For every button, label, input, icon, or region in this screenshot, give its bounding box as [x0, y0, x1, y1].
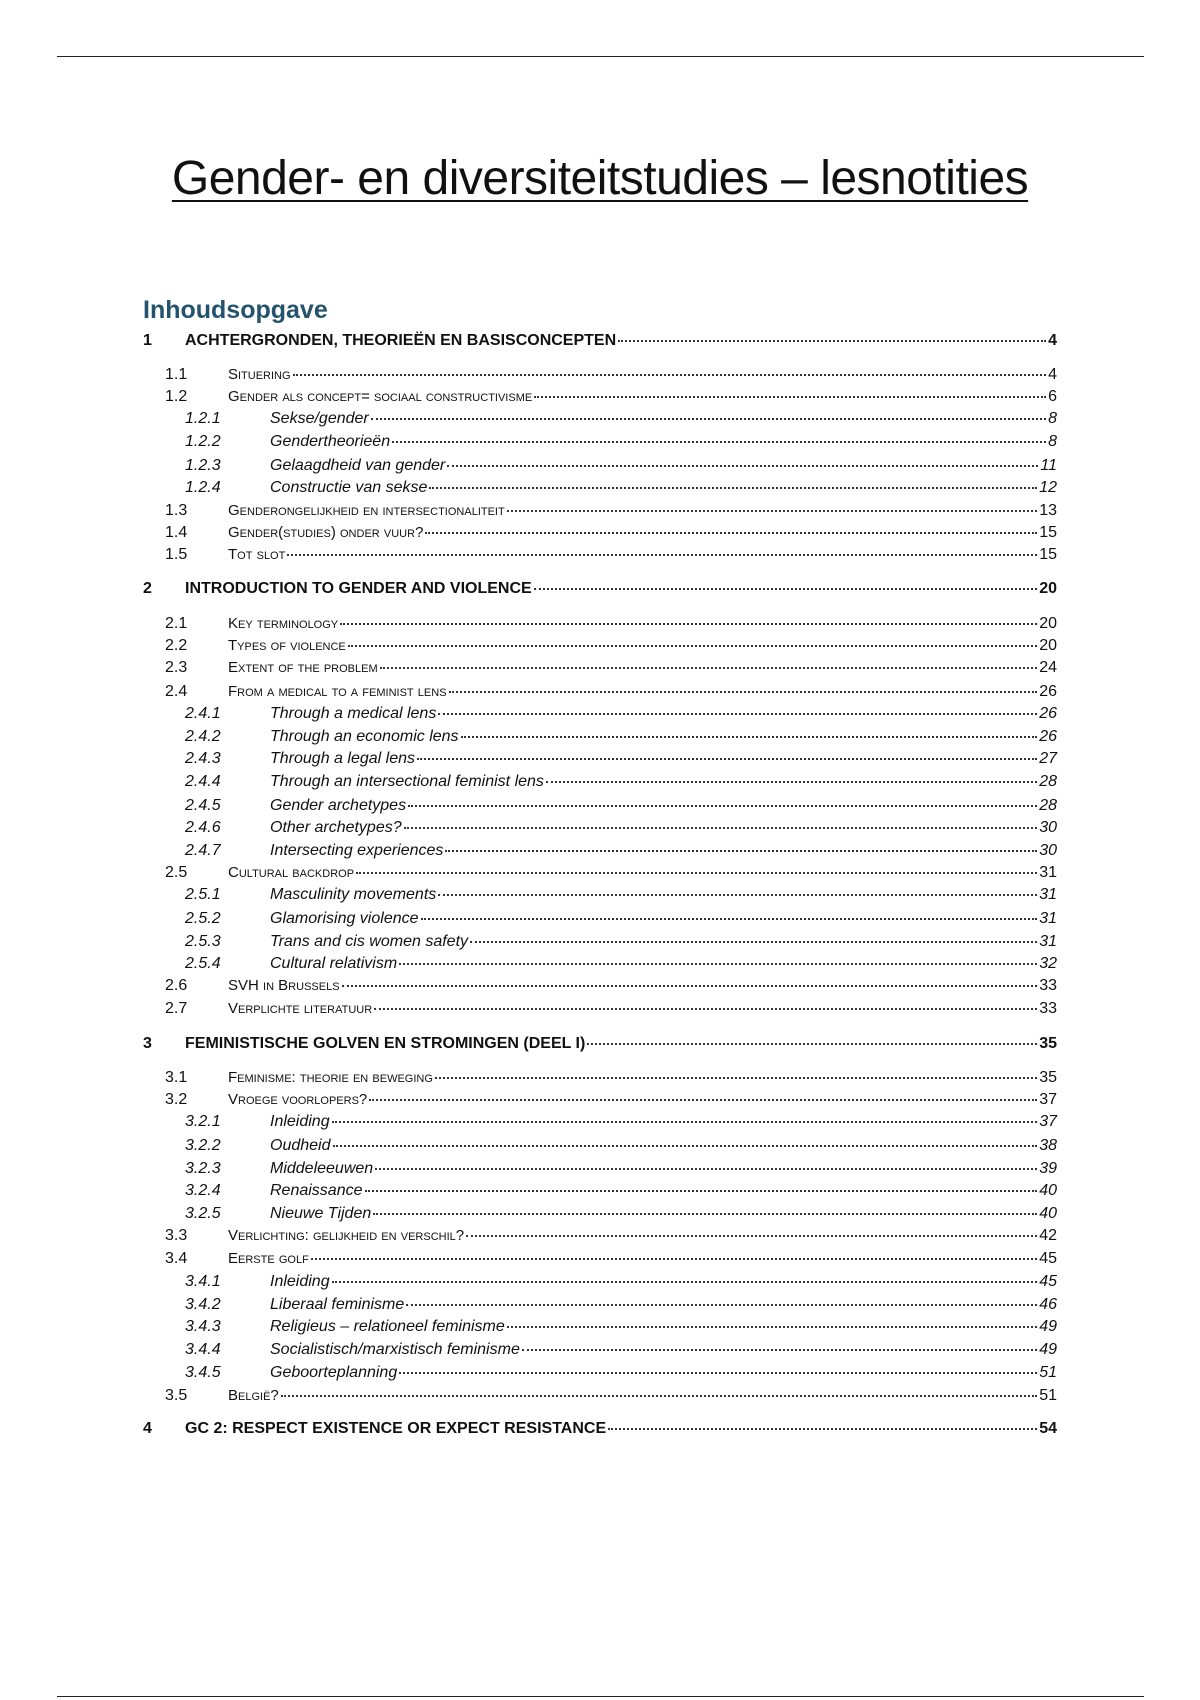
- toc-entry-page: 33: [1039, 977, 1057, 994]
- toc-entry-title: Gender(studies) onder vuur?: [228, 524, 424, 541]
- toc-dot-leader: [342, 969, 1038, 987]
- toc-entry-number: 2.4.4: [185, 773, 221, 790]
- toc-dot-leader: [449, 675, 1038, 693]
- toc-dot-leader: [470, 925, 1037, 943]
- toc-entry[interactable]: [143, 972, 1057, 994]
- toc-entry-number: 2.5.3: [185, 933, 221, 950]
- toc-entry-title: Trans and cis women safety: [270, 933, 469, 950]
- toc-entry-page: 40: [1039, 1205, 1057, 1222]
- toc-entry-page: 31: [1039, 886, 1057, 903]
- toc-entry-number: 2.5: [165, 864, 188, 881]
- toc-entry-number: 3.5: [165, 1387, 188, 1404]
- toc-entry-number: 3.4.2: [185, 1296, 221, 1313]
- toc-entry-number: 2.1: [165, 615, 188, 632]
- toc-dot-leader: [365, 1174, 1038, 1192]
- toc-entry-page: 20: [1039, 637, 1057, 654]
- toc-entry-page: 38: [1039, 1137, 1057, 1154]
- toc-entry-page: 42: [1039, 1227, 1057, 1244]
- toc-entry-title: Religieus – relationeel feminisme: [270, 1318, 505, 1335]
- toc-entry-number: 3.4: [165, 1250, 188, 1267]
- toc-entry-title: Geboorteplanning: [270, 1364, 398, 1381]
- toc-entry[interactable]: [143, 405, 1057, 427]
- toc-entry-title: Key terminology: [228, 615, 339, 632]
- toc-entry-number: 1.5: [165, 546, 188, 563]
- toc-dot-leader: [618, 324, 1046, 342]
- toc-entry-title: Gender archetypes: [270, 797, 407, 814]
- footer-rule: [57, 1696, 1144, 1697]
- toc-entry-title: Socialistisch/marxistisch feminisme: [270, 1341, 520, 1358]
- toc-heading: Inhoudsopgave: [143, 296, 328, 324]
- toc-entry-title: Verlichting: gelijkheid en verschil?: [228, 1227, 465, 1244]
- toc-entry[interactable]: [143, 745, 1057, 767]
- toc-dot-leader: [392, 425, 1046, 443]
- toc-dot-leader: [380, 651, 1038, 669]
- toc-entry-number: 1.2.3: [185, 457, 221, 474]
- toc-entry[interactable]: [143, 995, 1057, 1017]
- toc-entry-page: 20: [1039, 615, 1057, 632]
- toc-dot-leader: [399, 1356, 1037, 1374]
- toc-dot-leader: [311, 1242, 1037, 1260]
- toc-entry[interactable]: [143, 1108, 1057, 1130]
- toc-entry-number: 3.2.3: [185, 1160, 221, 1177]
- toc-dot-leader: [522, 1333, 1037, 1351]
- toc-entry-title: Nieuwe Tijden: [270, 1205, 372, 1222]
- toc-entry-page: 37: [1039, 1091, 1057, 1108]
- toc-entry-title: Gender als concept= sociaal constructivisme: [228, 388, 533, 405]
- toc-entry-page: 31: [1039, 864, 1057, 881]
- toc-dot-leader: [371, 402, 1046, 420]
- toc-entry-title: Renaissance: [270, 1182, 363, 1199]
- toc-entry-title: België?: [228, 1387, 279, 1404]
- toc-dot-leader: [461, 720, 1038, 738]
- toc-dot-leader: [332, 1105, 1038, 1123]
- toc-dot-leader: [375, 1152, 1037, 1170]
- toc-entry-page: 35: [1039, 1069, 1057, 1086]
- toc-entry-number: 2.2: [165, 637, 188, 654]
- toc-entry-title: Liberaal feminisme: [270, 1296, 405, 1313]
- toc-dot-leader: [287, 538, 1037, 556]
- toc-entry-page: 15: [1039, 524, 1057, 541]
- toc-entry-number: 2.4.1: [185, 705, 221, 722]
- toc-entry-page: 33: [1039, 1000, 1057, 1017]
- toc-entry-number: 1.2.4: [185, 479, 221, 496]
- toc-entry[interactable]: [143, 1245, 1057, 1267]
- toc-entry-title: Inleiding: [270, 1113, 330, 1130]
- toc-dot-leader: [406, 1288, 1037, 1306]
- toc-entry[interactable]: [143, 700, 1057, 722]
- toc-entry-number: 3.2.4: [185, 1182, 221, 1199]
- toc-entry-number: 1: [143, 332, 152, 349]
- toc-entry-page: 45: [1039, 1250, 1057, 1267]
- toc-entry-number: 3.2.1: [185, 1113, 221, 1130]
- toc-entry-title: Through an intersectional feminist lens: [270, 773, 544, 790]
- toc-entry-page: 8: [1048, 433, 1057, 450]
- toc-entry-page: 26: [1039, 728, 1057, 745]
- toc-entry-title: INTRODUCTION TO GENDER AND VIOLENCE: [185, 580, 532, 597]
- toc-entry-number: 3.2.2: [185, 1137, 221, 1154]
- toc-entry[interactable]: [143, 1177, 1057, 1199]
- toc-entry-page: 37: [1039, 1113, 1057, 1130]
- toc-entry-title: Inleiding: [270, 1273, 330, 1290]
- toc-dot-leader: [445, 834, 1037, 852]
- toc-entry-page: 15: [1039, 546, 1057, 563]
- toc-entry-title: Through an economic lens: [270, 728, 459, 745]
- toc-dot-leader: [447, 449, 1038, 467]
- toc-entry-number: 1.2.1: [185, 410, 221, 427]
- toc-entry-page: 20: [1039, 580, 1057, 597]
- toc-entry-page: 11: [1040, 457, 1057, 474]
- toc-entry-number: 4: [143, 1420, 152, 1437]
- toc-entry-page: 28: [1039, 797, 1057, 814]
- toc-entry-title: Other archetypes?: [270, 819, 402, 836]
- toc-dot-leader: [340, 607, 1037, 625]
- toc-dot-leader: [534, 380, 1046, 398]
- toc-entry-page: 39: [1039, 1160, 1057, 1177]
- toc-entry-page: 31: [1039, 933, 1057, 950]
- toc-entry-title: Tot slot: [228, 546, 286, 563]
- toc-entry-number: 2.5.1: [185, 886, 221, 903]
- toc-dot-leader: [332, 1265, 1038, 1283]
- toc-entry-number: 3.2.5: [185, 1205, 221, 1222]
- toc-entry-title: Intersecting experiences: [270, 842, 444, 859]
- toc-entry-page: 12: [1039, 479, 1057, 496]
- toc-entry-page: 49: [1039, 1318, 1057, 1335]
- toc-entry-title: Gelaagdheid van gender: [270, 457, 446, 474]
- toc-entry-page: 32: [1039, 955, 1057, 972]
- toc-entry[interactable]: [143, 1359, 1057, 1381]
- toc-entry-number: 1.4: [165, 524, 188, 541]
- toc-entry-number: 3.3: [165, 1227, 188, 1244]
- toc-entry[interactable]: [143, 327, 1057, 349]
- toc-entry-page: 40: [1039, 1182, 1057, 1199]
- toc-dot-leader: [373, 1197, 1037, 1215]
- toc-entry-page: 24: [1039, 659, 1057, 676]
- toc-dot-leader: [399, 947, 1037, 965]
- toc-entry-number: 1.2: [165, 388, 188, 405]
- toc-entry[interactable]: [143, 575, 1057, 597]
- toc-entry-number: 2.4.7: [185, 842, 221, 859]
- toc-entry-title: Situering: [228, 366, 291, 383]
- toc-dot-leader: [369, 1083, 1037, 1101]
- toc-entry[interactable]: [143, 1382, 1057, 1404]
- toc-entry-page: 49: [1039, 1341, 1057, 1358]
- toc-entry-title: GC 2: RESPECT EXISTENCE OR EXPECT RESISTANCE: [185, 1420, 607, 1437]
- document-title-text: Gender- en diversiteitstudies – lesnotities: [171, 152, 1029, 205]
- toc-entry-number: 1.3: [165, 502, 188, 519]
- toc-dot-leader: [438, 878, 1037, 896]
- toc-entry-page: 4: [1048, 366, 1057, 383]
- toc-entry-page: 6: [1048, 388, 1057, 405]
- toc-dot-leader: [421, 902, 1038, 920]
- toc-entry-number: 2.5.2: [185, 910, 221, 927]
- toc-dot-leader: [608, 1412, 1037, 1430]
- toc-entry-number: 2.4.3: [185, 750, 221, 767]
- toc-entry-number: 3.1: [165, 1069, 188, 1086]
- toc-entry-number: 2.6: [165, 977, 188, 994]
- toc-dot-leader: [333, 1129, 1038, 1147]
- toc-entry-number: 2.7: [165, 1000, 188, 1017]
- toc-entry-title: From a medical to a feminist lens: [228, 683, 447, 700]
- toc-dot-leader: [293, 358, 1047, 376]
- toc-entry-number: 2.4: [165, 683, 188, 700]
- toc-entry-title: Constructie van sekse: [270, 479, 428, 496]
- toc-dot-leader: [281, 1379, 1037, 1397]
- toc-dot-leader: [374, 992, 1037, 1010]
- toc-entry-number: 3.4.4: [185, 1341, 221, 1358]
- toc-entry[interactable]: [143, 1313, 1057, 1335]
- toc-entry[interactable]: [143, 1030, 1057, 1052]
- toc-entry-page: 45: [1039, 1273, 1057, 1290]
- toc-entry-number: 2.5.4: [185, 955, 221, 972]
- toc-dot-leader: [425, 516, 1037, 534]
- toc-entry-page: 26: [1039, 705, 1057, 722]
- toc-entry-title: Cultural backdrop: [228, 864, 355, 881]
- toc-dot-leader: [507, 494, 1037, 512]
- toc-dot-leader: [356, 856, 1037, 874]
- toc-entry-title: ACHTERGRONDEN, THEORIEËN EN BASISCONCEPTEN: [185, 332, 617, 349]
- toc-entry[interactable]: [143, 1415, 1057, 1437]
- toc-dot-leader: [507, 1310, 1037, 1328]
- toc-entry-number: 2: [143, 580, 152, 597]
- toc-entry-page: 30: [1039, 842, 1057, 859]
- toc-entry-number: 2.4.2: [185, 728, 221, 745]
- toc-entry-page: 30: [1039, 819, 1057, 836]
- toc-entry[interactable]: [143, 768, 1057, 790]
- toc-entry-title: Types of violence: [228, 637, 346, 654]
- toc-entry-page: 31: [1039, 910, 1057, 927]
- toc-entry-title: FEMINISTISCHE GOLVEN EN STROMINGEN (DEEL I): [185, 1035, 586, 1052]
- toc-entry-number: 3: [143, 1035, 152, 1052]
- toc-entry-page: 27: [1039, 750, 1057, 767]
- toc-dot-leader: [546, 765, 1037, 783]
- toc-entry-title: Masculinity movements: [270, 886, 437, 903]
- toc-dot-leader: [429, 471, 1037, 489]
- toc-dot-leader: [435, 1061, 1037, 1079]
- toc-entry[interactable]: [143, 654, 1057, 676]
- toc-dot-leader: [417, 742, 1037, 760]
- toc-entry[interactable]: [143, 881, 1057, 903]
- toc-entry[interactable]: [143, 1336, 1057, 1358]
- toc-dot-leader: [408, 789, 1037, 807]
- toc-entry[interactable]: [143, 905, 1057, 927]
- toc-entry-number: 2.4.5: [185, 797, 221, 814]
- toc-entry-page: 28: [1039, 773, 1057, 790]
- toc-entry-number: 2.4.6: [185, 819, 221, 836]
- toc-entry-title: Middeleeuwen: [270, 1160, 374, 1177]
- toc-entry-page: 35: [1039, 1035, 1057, 1052]
- toc-entry-title: Gendertheorieën: [270, 433, 391, 450]
- toc-dot-leader: [534, 572, 1038, 590]
- toc-entry-number: 1.2.2: [185, 433, 221, 450]
- toc-entry[interactable]: [143, 541, 1057, 563]
- toc-entry-title: Through a medical lens: [270, 705, 437, 722]
- toc-entry-number: 3.2: [165, 1091, 188, 1108]
- toc-entry-title: Cultural relativism: [270, 955, 398, 972]
- toc-entry-page: 51: [1039, 1364, 1057, 1381]
- toc-dot-leader: [404, 811, 1038, 829]
- toc-entry-page: 13: [1039, 502, 1057, 519]
- toc-dot-leader: [438, 697, 1037, 715]
- toc-entry-title: Through a legal lens: [270, 750, 415, 767]
- toc-entry-number: 3.4.3: [185, 1318, 221, 1335]
- toc-entry-title: Verplichte literatuur: [228, 1000, 373, 1017]
- toc-entry-number: 3.4.1: [185, 1273, 221, 1290]
- toc-dot-leader: [587, 1027, 1037, 1045]
- toc-entry-page: 26: [1039, 683, 1057, 700]
- toc-dot-leader: [348, 629, 1037, 647]
- toc-entry[interactable]: [143, 474, 1057, 496]
- toc-entry-title: Oudheid: [270, 1137, 331, 1154]
- toc-entry-title: Extent of the problem: [228, 659, 378, 676]
- toc-entry-page: 46: [1039, 1296, 1057, 1313]
- toc-entry-page: 54: [1039, 1420, 1057, 1437]
- toc-entry-page: 51: [1039, 1387, 1057, 1404]
- toc-entry[interactable]: [143, 428, 1057, 450]
- toc-entry-title: Feminisme: theorie en beweging: [228, 1069, 433, 1086]
- toc-entry-number: 1.1: [165, 366, 188, 383]
- toc-entry[interactable]: [143, 1222, 1057, 1244]
- toc-entry-title: SVH in Brussels: [228, 977, 340, 994]
- toc-entry-title: Genderongelijkheid en intersectionaliteit: [228, 502, 505, 519]
- toc-entry[interactable]: [143, 1132, 1057, 1154]
- toc-entry-number: 2.3: [165, 659, 188, 676]
- toc-entry[interactable]: [143, 1268, 1057, 1290]
- toc-entry-title: Sekse/gender: [270, 410, 369, 427]
- toc-entry-page: 8: [1048, 410, 1057, 427]
- toc-entry-number: 3.4.5: [185, 1364, 221, 1381]
- toc-entry-page: 4: [1048, 332, 1057, 349]
- toc-entry-title: Vroege voorlopers?: [228, 1091, 368, 1108]
- toc-entry[interactable]: [143, 814, 1057, 836]
- toc-entry-title: Eerste golf: [228, 1250, 309, 1267]
- toc-entry-title: Glamorising violence: [270, 910, 419, 927]
- toc-dot-leader: [466, 1219, 1037, 1237]
